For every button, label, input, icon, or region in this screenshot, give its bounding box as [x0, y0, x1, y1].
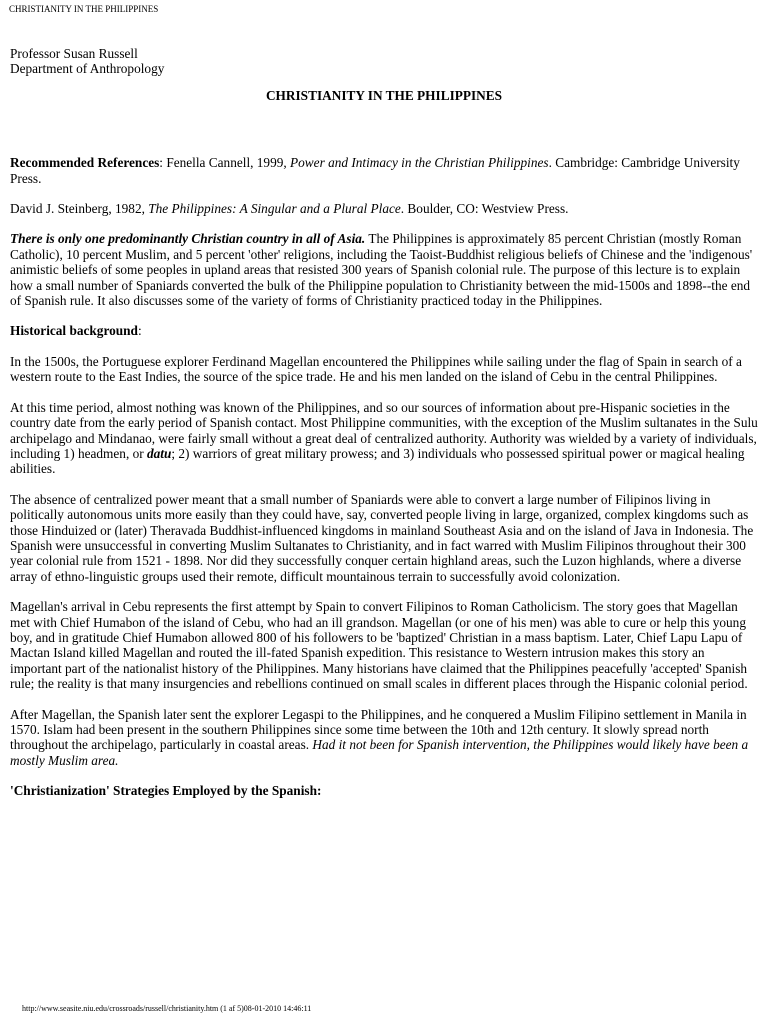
- running-header: CHRISTIANITY IN THE PHILIPPINES: [9, 4, 159, 14]
- document-title: CHRISTIANITY IN THE PHILIPPINES: [265, 87, 503, 103]
- paragraph-legaspi-body: After Magellan, the Spanish later sent the explorer Legaspi to the Philippines, and he conquered a Muslim Filipino settlement in Manila in 1570. Islam had been present in the southern Philippines since some time between the 10th and 12th century. It slowly spread north throughout the archipelago, particularly in coastal areas.: [10, 706, 747, 753]
- paragraph-centralized-power: The absence of centralized power meant that a small number of Spaniards were able to convert a large number of Filipinos living in politically autonomous units more easily than they could have, say, converted people living in large, organized, complex kingdoms such as those Hinduized or (later) Theravada Buddhist-influenced kingdoms in mainland Southeast Asia and on the island of Java in Indonesia. The Spanish were unsuccessful in converting Muslim Sultanates to Christianity, and in fact warred with Muslim Filipinos throughout their 300 year colonial rule from 1521 - 1898. Nor did they successfully conquer certain highland areas, such the Luzon highlands, where a diverse array of ethno-linguistic groups used their remote, difficult mountainous terrain to successfully avoid colonization.: [10, 491, 754, 584]
- paragraph-pre-hispanic-a: At this time period, almost nothing was known of the Philippines, and so our sources of information about pre-Hispanic societies in the country date from the early period of Spanish contact. Most Philippine communities, with the exception of the Muslim sultanates in the Sulu archipelago and Mindanao, were fairly small without a great deal of centralized authority. Authority was wielded by a variety of individuals, including 1) headmen, or: [10, 399, 758, 461]
- paragraph-pre-hispanic: [10, 400, 758, 477]
- reference-1: [10, 155, 758, 186]
- paragraph-cebu: Magellan's arrival in Cebu represents the first attempt by Spain to convert Filipinos to Roman Catholicism. The story goes that Magellan met with Chief Humabon of the island of Cebu, who had an ill grandson. Magellan (or one of his men) was able to cure or help this young boy, and in gratitude Chief Humabon allowed 800 of his followers to be 'baptized' Christian in a mass baptism. Later, Chief Lapu Lapu of Mactan Island killed Magellan and routed the ill-fated Spanish expedition. This resistance to Western intrusion makes this story an important part of the nationalist history of the Philippines. Many historians have claimed that the Philippines peacefully 'accepted' Spanish rule; the reality is that many insurgencies and rebellions continued on small scales in different places through the Hispanic colonial period.: [10, 599, 748, 692]
- author-name: Professor Susan Russell: [10, 46, 138, 61]
- author-block: [10, 46, 758, 77]
- reference-2-publisher: . Boulder, CO: Westview Press.: [400, 201, 569, 217]
- author-department: Department of Anthropology: [10, 61, 165, 77]
- paragraph-magellan-arrival: In the 1500s, the Portuguese explorer Ferdinand Magellan encountered the Philippines while sailing under the flag of Spain in search of a western route to the East Indies, the source of the spice trade. He and his men landed on the island of Cebu in the central Philippines.: [10, 353, 742, 385]
- intro-body: The Philippines is approximately 85 percent Christian (mostly Roman Catholic), 10 percent Muslim, and 5 percent 'other' religions, including the Taoist-Buddhist religious beliefs of Chinese and the 'indigenous' animistic beliefs of some peoples in upland areas that resisted 300 years of Spanish colonial rule. The purpose of this lecture is to explain how a small number of Spaniards converted the bulk of the Philippine population to Christianity between the mid-1500s and 1898--the end of Spanish rule. It also discusses some of the variety of forms of Christianity practiced today in the Philippines.: [10, 231, 753, 309]
- document-body: [10, 46, 758, 814]
- historical-heading: [10, 323, 758, 338]
- paragraph-pre-hispanic-b: ; 2) warriors of great military prowess; and 3) individuals who possessed spiritual power or magical healing abilities.: [10, 445, 745, 477]
- paragraph-legaspi-italic: Had it not been for Spanish intervention, the Philippines would likely have been a mostly Muslim area.: [10, 737, 749, 768]
- historical-heading-colon: :: [137, 323, 142, 339]
- intro-lead-sentence: There is only one predominantly Christian country in all of Asia.: [10, 231, 366, 247]
- page-footer-url: http://www.seasite.niu.edu/crossroads/russell/christianity.htm (1 af 5)08-01-2010 14:46:11: [22, 1004, 312, 1013]
- historical-heading-text: Historical background: [10, 323, 138, 339]
- reference-1-author: : Fenella Cannell, 1999,: [159, 155, 291, 171]
- strategies-heading: 'Christianization' Strategies Employed by the Spanish:: [10, 783, 322, 799]
- intro-paragraph: [10, 231, 758, 308]
- reference-2-author: David J. Steinberg, 1982,: [10, 201, 149, 217]
- reference-1-title: Power and Intimacy in the Christian Philippines: [290, 155, 549, 171]
- reference-2: [10, 201, 758, 216]
- paragraph-legaspi: [10, 707, 758, 769]
- reference-2-title: The Philippines: A Singular and a Plural Place: [148, 201, 401, 217]
- reference-1-publisher: . Cambridge: Cambridge University Press.: [10, 155, 740, 186]
- term-datu: datu: [147, 445, 172, 461]
- references-label: Recommended References: [10, 155, 160, 171]
